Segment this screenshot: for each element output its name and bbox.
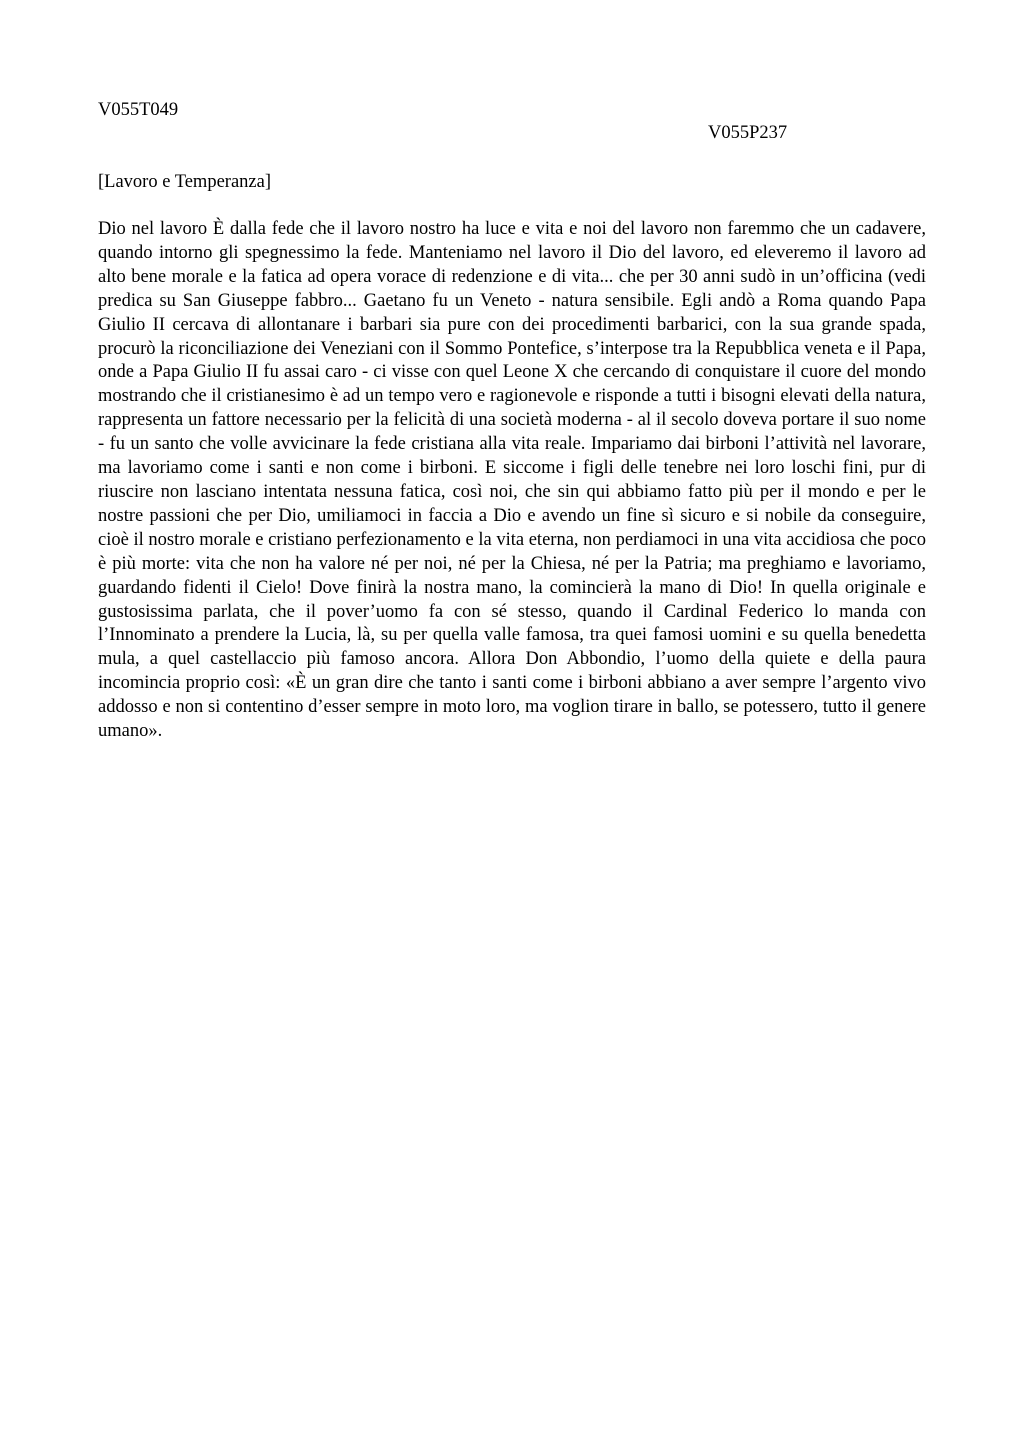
body-paragraph: Dio nel lavoro È dalla fede che il lavoro nostro ha luce e vita e noi del lavoro non faremmo che un cadavere, quando intorno gli spegnessimo la fede. Manteniamo nel lavoro il Dio del lavoro, ed eleveremo il lavoro ad alto bene morale e la fatica ad opera vorace di redenzione e di vita... che per 30 anni sudò in un’officina (vedi predica su San Giuseppe fabbro... Gaetano fu un Veneto - natura sensibile. Egli andò a Roma quando Papa Giulio II cercava di allontanare i barbari sia pure con dei procedimenti barbarici, con la sua grande spada, procurò la riconciliazione dei Veneziani con il Sommo Pontefice, s’interpose tra la Repubblica veneta e il Papa, onde a Papa Giulio II fu assai caro - ci visse con quel Leone X che cercando di conquistare il cuore del mondo mostrando che il cristianesimo è ad un tempo vero e ragionevole e risponde a tutti i bisogni elevati della natura, rappresenta un fattore necessario per la felicità di una società moderna - al il secolo doveva portare il suo nome - fu un santo che volle avvicinare la fede cristiana alla vita reale. Impariamo dai birboni l’attività nel lavorare, ma lavoriamo come i santi e non come i birboni. E siccome i figli delle tenebre nei loro loschi fini, pur di riuscire non lasciano intentata nessuna fatica, così noi, che sin qui abbiamo fatto più per il mondo e per le nostre passioni che per Dio, umiliamoci in faccia a Dio e avendo un fine sì sicuro e si nobile da conseguire, cioè il nostro morale e cristiano perfezionamento e la vita eterna, non perdiamoci in una vita accidiosa che poco è più morte: vita che non ha valore né per noi, né per la Chiesa, né per la Patria; ma preghiamo e lavoriamo, guardando fidenti il Cielo! Dove finirà la nostra mano, la comincierà la mano di Dio! In quella originale e gustosissima parlata, che il pover’uomo fa con sé stesso, quando il Cardinal Federico lo manda con l’Innominato a prendere la Lucia, là, su per quella valle famosa, tra quei famosi uomini e su quella benedetta mula, a quel castellaccio più famoso ancora. Allora Don Abbondio, l’uomo della quiete e della paura incomincia proprio così: «È un gran dire che tanto i santi come i birboni abbiano a aver sempre l’argento vivo addosso e non si contentino d’esser sempre in moto loro, ma voglion tirare in ballo, se potessero, tutto il genere umano». [98, 219, 926, 742]
section-title: [Lavoro e Temperanza] [98, 172, 271, 192]
document-id: V055T049 [98, 100, 179, 120]
page-id: V055P237 [708, 123, 788, 143]
